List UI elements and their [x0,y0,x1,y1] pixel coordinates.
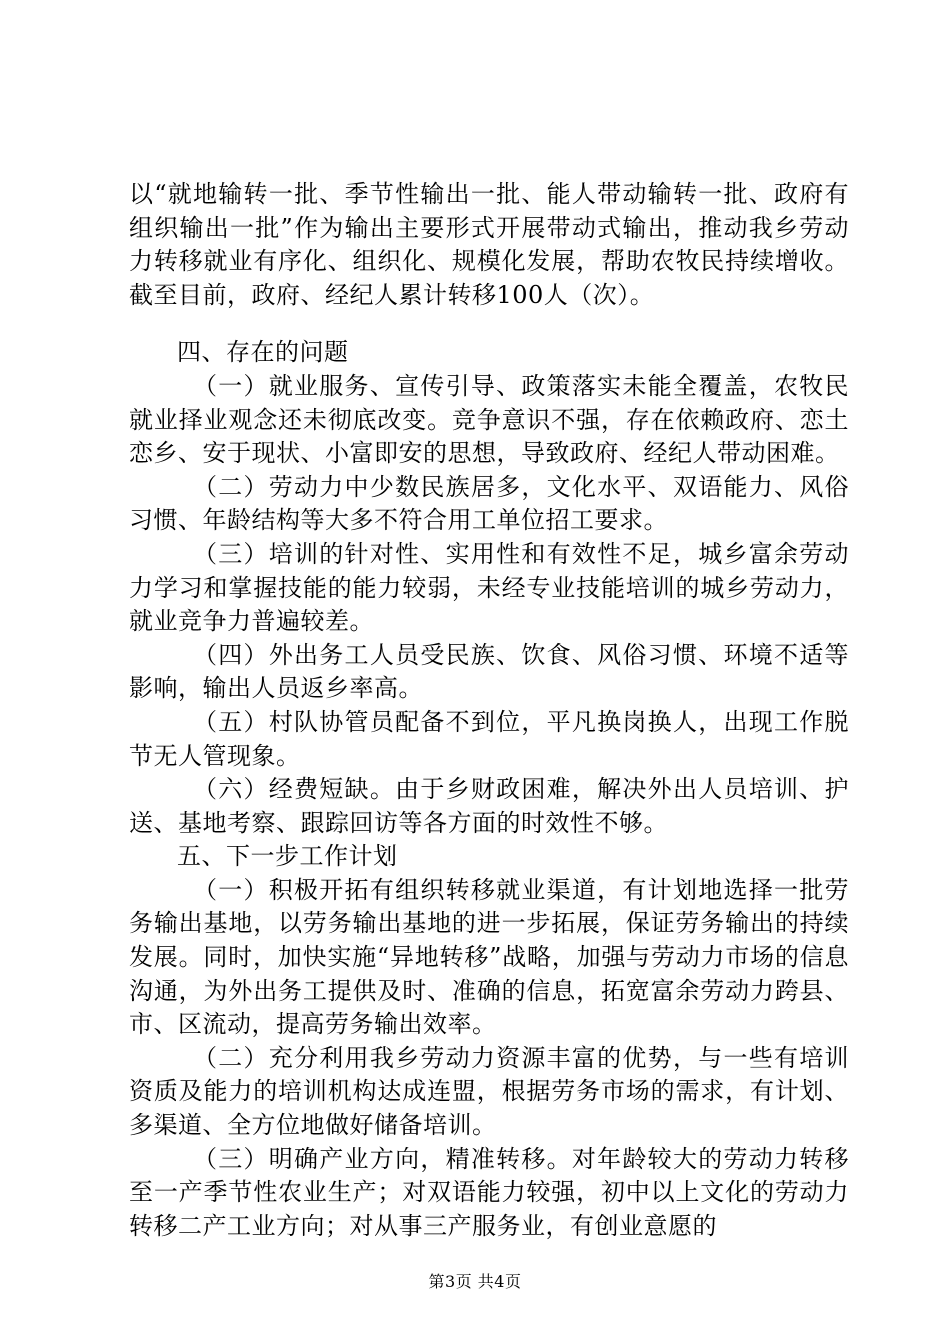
page-indicator: 第3页 共4页 [428,1272,522,1291]
section-heading-next-steps: 五、下一步工作计划 [177,842,398,871]
plan-item-2: （二）充分利用我乡劳动力资源丰富的优势，与一些有培训资质及能力的培训机构达成连盟，根据劳务市场的需求，有计划、多渠道、全方位地做好储备培训。 [129,1043,849,1140]
problem-item-6: （六）经费短缺。由于乡财政困难，解决外出人员培训、护送、基地考察、跟踪回访等各方面的时效性不够。 [129,775,849,837]
plan-item-1: （一）积极开拓有组织转移就业渠道，有计划地选择一批劳务输出基地，以劳务输出基地的进一步拓展，保证劳务输出的持续发展。同时，加快实施“异地转移”战略，加强与劳动力市场的信息沟通，为外出务工提供及时、准确的信息，拓宽富余劳动力跨县、市、区流动，提高劳务输出效率。 [129,875,849,1039]
problem-item-5: （五）村队协管员配备不到位，平凡换岗换人，出现工作脱节无人管现象。 [129,707,849,770]
problem-item-4: （四）外出务工人员受民族、饮食、风俗习惯、环境不适等影响，输出人员返乡率高。 [129,640,849,703]
document-body [129,178,849,1243]
section-heading-problems: 四、存在的问题 [177,338,349,367]
problem-item-1: （一）就业服务、宣传引导、政策落实未能全覆盖，农牧民就业择业观念还未彻底改变。竞争意识不强，存在依赖政府、恋土恋乡、安于现状、小富即安的思想，导致政府、经纪人带动困难。 [129,371,849,468]
page-footer [0,1272,950,1292]
problem-item-2: （二）劳动力中少数民族居多，文化水平、双语能力、风俗习惯、年龄结构等大多不符合用工单位招工要求。 [129,472,849,535]
intro-paragraph: 以“就地输转一批、季节性输出一批、能人带动输转一批、政府有组织输出一批”作为输出主要形式开展带动式输出，推动我乡劳动力转移就业有序化、组织化、规模化发展，帮助农牧民持续增收。截至目前，政府、经纪人累计转移100人（次）。 [129,180,849,309]
plan-item-3: （三）明确产业方向，精准转移。对年龄较大的劳动力转移至一产季节性农业生产；对双语能力较强，初中以上文化的劳动力转移二产工业方向；对从事三产服务业，有创业意愿的 [129,1144,849,1240]
problem-item-3: （三）培训的针对性、实用性和有效性不足，城乡富余劳动力学习和掌握技能的能力较弱，未经专业技能培训的城乡劳动力，就业竞争力普遍较差。 [129,539,849,636]
paragraph-gap [129,312,849,336]
